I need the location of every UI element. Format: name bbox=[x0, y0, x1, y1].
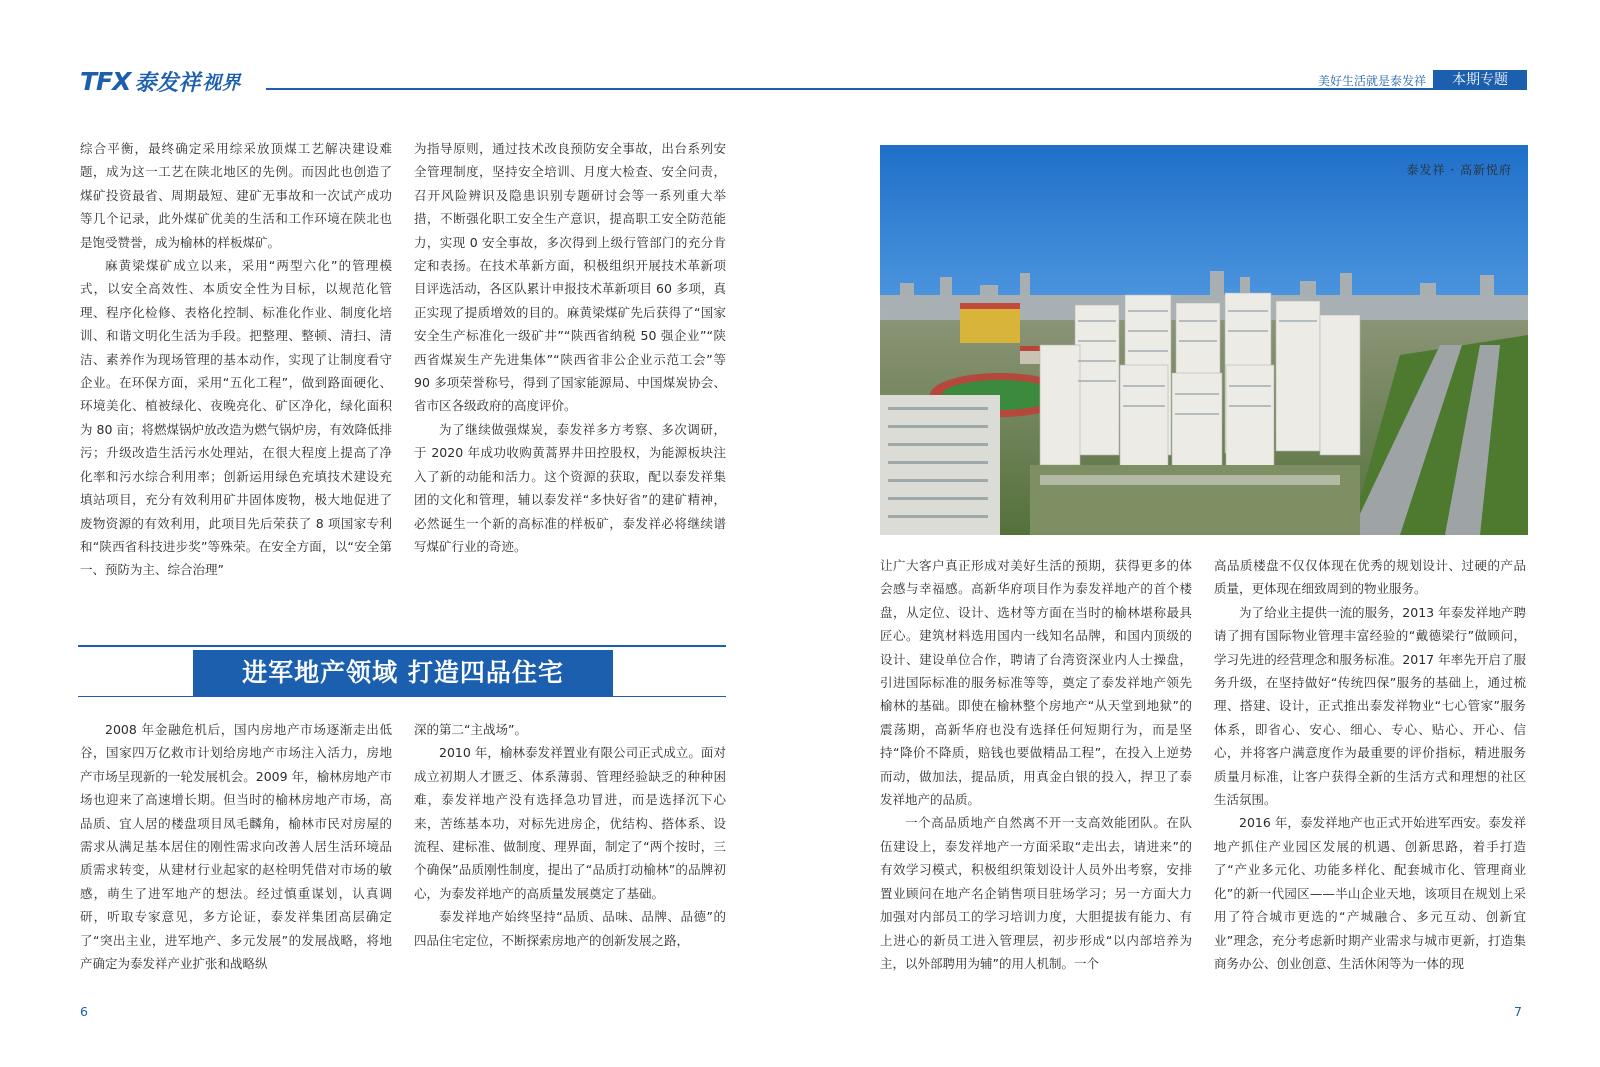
logo-chinese: 泰发祥 bbox=[134, 70, 201, 96]
paragraph: 深的第二“主战场”。 bbox=[414, 722, 527, 737]
paragraph: 为了给业主提供一流的服务，2013 年泰发祥地产聘请了拥有国际物业管理丰富经验的“戴德梁行”做顾问，学习先进的经营理念和服务标准。2017 年率先开启了服务升级，在坚持做好“传统四保”服务的基础上，通过梳理、搭建、设计，正式推出泰发祥物业“七心管家”服务体系，即省心、安心、细心、专心、贴心、开心、信心，并将客户满意度作为最重要的评价指标，精进服务质量月标准，让客户获得全新的生活方式和理想的社区生活氛围。 bbox=[1214, 604, 1526, 808]
paragraph: 让广大客户真正形成对美好生活的预期，获得更多的体会感与幸福感。高新华府项目作为泰发祥地产的首个楼盘，从定位、设计、选材等方面在当时的榆林堪称最具匠心。建筑材料选用国内一线知名品牌，和国内顶级的设计、建设单位合作，聘请了台湾资深业内人士操盘，引进国际标准的服务标准等等，奠定了泰发祥地产领先榆林的基础。即使在榆林整个房地产“从天堂到地狱”的震荡期，高新华府也没有选择任何短期行为，而是坚持“降价不降质，赔钱也要做精品工程”，在投入上逆势而动，做加法，提品质，用真金白银的投入，捍卫了泰发祥地产的品质。 bbox=[880, 558, 1192, 808]
paragraph: 2016 年，泰发祥地产也正式开始进军西安。泰发祥地产抓住产业园区发展的机遇、创新思路，着手打造了“产业多元化、功能多样化、配套城市化、管理商业化”的新一代园区——半山企业天地，该项目在规划上采用了符合城市更选的“产城融合、多元互动、创新宜业”理念，充分考虑新时期产业需求与城市更新，打造集商务办公、创业创意、生活休闲等为一体的现 bbox=[1214, 815, 1526, 971]
topic-tab: 本期专题 bbox=[1433, 70, 1527, 90]
section-title: 进军地产领域 打造四品住宅 bbox=[193, 650, 613, 696]
city-aerial-photo bbox=[880, 145, 1528, 535]
paragraph: 2008 年金融危机后，国内房地产市场逐渐走出低谷，国家四万亿救市计划给房地产市场注入活力，房地产市场呈现新的一轮发展机会。2009 年，榆林房地产市场也迎来了高速增长期。但当时的榆林房地产市场，高品质、宜人居的楼盘项目凤毛麟角，榆林市民对房屋的需求从满足基本居住的刚性需求向改善人居生活环境品质需求转变，从建材行业起家的赵栓明凭借对市场的敏感，萌生了进军地产的想法。经过慎重谋划，认真调研，听取专家意见，多方论证，泰发祥集团高层确定了“突出主业，进军地产、多元发展”的发展战略，将地产确定为泰发祥产业扩张和战略纵 bbox=[80, 722, 392, 972]
paragraph: 为指导原则，通过技术改良预防安全事故，出台系列安全管理制度，坚持安全培训、月度大检查、安全问责，召开风险辨识及隐患识别专题研讨会等一系列重大举措，不断强化职工安全生产意识，提高职工安全防范能力，实现 0 安全事故，多次得到上级行管部门的充分肯定和表扬。在技术革新方面，积极组织开展技术革新项目评选活动，各区队累计申报技术革新项目 60 多项，真正实现了提质增效的目的。麻黄梁煤矿先后获得了“国家安全生产标准化一级矿井”“陕西省纳税 50 强企业”“陕西省煤炭生产先进集体”“陕西省非公企业示范工会”等 90 多项荣誉称号，得到了国家能源局、中国煤炭协会、省市区各级政府的高度评价。 bbox=[414, 141, 726, 414]
header-slogan: 美好生活就是泰发祥 bbox=[1318, 74, 1427, 88]
left-col1-top bbox=[80, 137, 392, 582]
logo-latin: TFX bbox=[80, 66, 131, 96]
right-col4 bbox=[1214, 554, 1526, 975]
photo-caption: 泰发祥 · 高新悦府 bbox=[1406, 163, 1512, 177]
photo-illustration bbox=[880, 145, 1528, 535]
right-col3 bbox=[880, 554, 1192, 975]
logo-subtitle: 视界 bbox=[202, 71, 241, 94]
paragraph: 麻黄梁煤矿成立以来，采用“两型六化”的管理模式，以安全高效性、本质安全性为目标，以规范化管理、程序化检修、表格化控制、标准化作业、制度化培训、和谐文明化生活为手段。把整理、整顿、清扫、清洁、素养作为现场管理的基本动作，实现了让制度看守企业。在环保方面，采用“五化工程”，做到路面硬化、环境美化、植被绿化、夜晚亮化、矿区净化，绿化面积为 80 亩；将燃煤锅炉放改造为燃气锅炉房，有效降低排污；升级改造生活污水处理站，在很大程度上提高了净化率和污水综合利用率；创新运用绿色充填技术建设充填站项目，充分有效利用矿井固体废物，极大地促进了废物资源的有效利用，此项目先后荣获了 8 项国家专利和“陕西省科技进步奖”等殊荣。在安全方面，以“安全第一、预防为主、综合治理” bbox=[80, 258, 392, 578]
brand-logo bbox=[80, 66, 240, 96]
paragraph: 一个高品质地产自然离不开一支高效能团队。在队伍建设上，泰发祥地产一方面采取“走出去，请进来”的有效学习模式，积极组织策划设计人员外出考察，安排置业顾问在地产名企销售项目驻场学习；另一方面大力加强对内部员工的学习培训力度，大胆提拔有能力、有上进心的新员工进入管理层，初步形成“以内部培养为主，以外部聘用为辅”的用人机制。一个 bbox=[880, 815, 1192, 971]
paragraph: 2010 年，榆林泰发祥置业有限公司正式成立。面对成立初期人才匮乏、体系薄弱、管理经验缺乏的种种困难，泰发祥地产没有选择急功冒进，而是选择沉下心来，苦练基本功，对标先进房企，优结构、搭体系、设流程、建标准、做制度、理界面，制定了“两个按时，三个确保”品质刚性制度，提出了“品质打动榆林”的品牌初心，为泰发祥地产的高质量发展奠定了基础。 bbox=[414, 745, 726, 901]
page-number-left: 6 bbox=[80, 1004, 88, 1019]
section-rule-bottom bbox=[78, 696, 726, 697]
paragraph: 综合平衡，最终确定采用综采放顶煤工艺解决建设难题，成为这一工艺在陕北地区的先例。而因此也创造了煤矿投资最省、周期最短、建矿无事故和一次试产成功等几个记录，此外煤矿优美的生活和工作环境在陕北也是饱受赞誉，成为榆林的样板煤矿。 bbox=[80, 141, 392, 250]
section-rule-top bbox=[78, 645, 726, 647]
paragraph: 高品质楼盘不仅仅体现在优秀的规划设计、过硬的产品质量，更体现在细致周到的物业服务。 bbox=[1214, 558, 1526, 597]
paragraph: 为了继续做强煤炭，泰发祥多方考察、多次调研，于 2020 年成功收购黄蒿界井田控股权，为能源板块注入了新的动能和活力。这个资源的获取，配以泰发祥集团的文化和管理，辅以泰发祥“多快好省”的建矿精神，必然诞生一个新的高标准的样板矿，泰发祥必将继续谱写煤矿行业的奇迹。 bbox=[414, 421, 726, 554]
left-col2-bottom bbox=[414, 718, 726, 952]
left-col2-top bbox=[414, 137, 726, 558]
left-col1-bottom bbox=[80, 718, 392, 975]
page-number-right: 7 bbox=[1514, 1004, 1522, 1019]
paragraph: 泰发祥地产始终坚持“品质、品味、品牌、品德”的四品住宅定位，不断探索房地产的创新发展之路， bbox=[414, 909, 726, 948]
